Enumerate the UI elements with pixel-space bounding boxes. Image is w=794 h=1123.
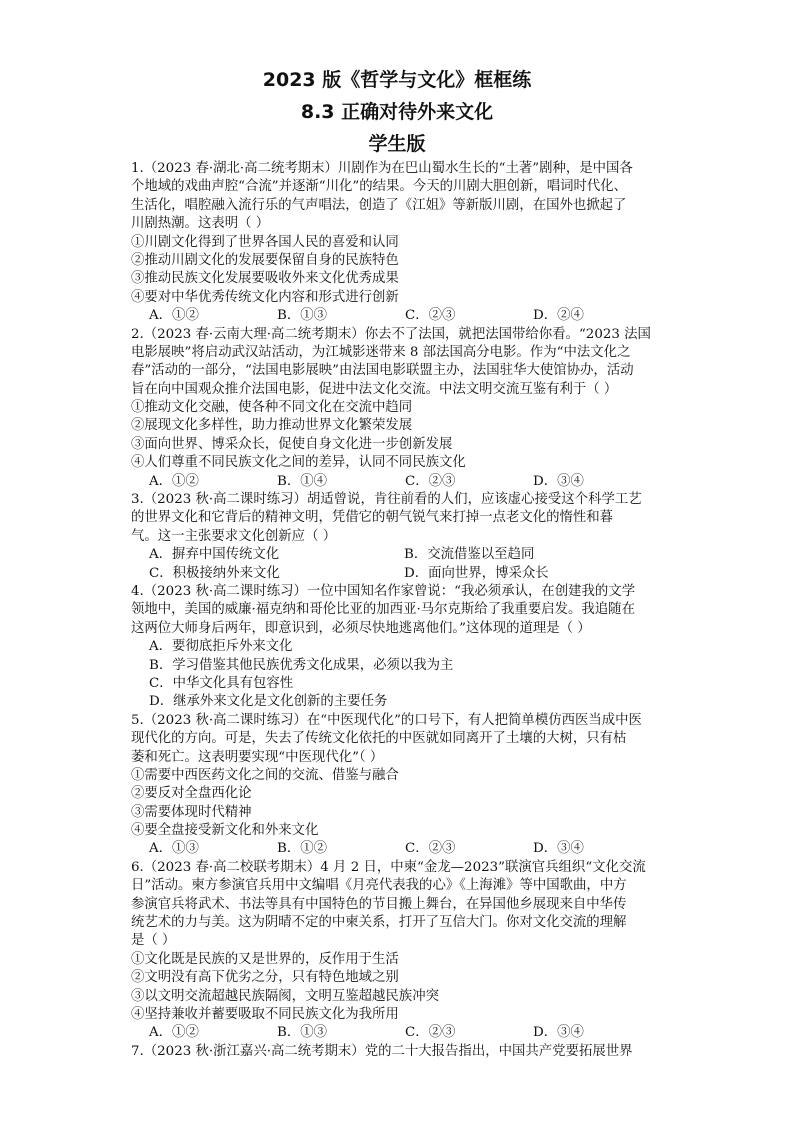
statement-item: ③需要体现时代精神 <box>131 804 252 820</box>
question-stem-line: 现代化的方向。可是，失去了传统文化依托的中医就如同离开了土壤的大树，只有枯 <box>131 731 627 747</box>
statement-item: ③以文明交流超越民族隔阂，文明互鉴超越民族冲突 <box>131 988 439 1004</box>
statement-item: ④要全盘接受新文化和外来文化 <box>131 823 319 839</box>
title-block <box>0 64 794 160</box>
statement-item: ②推动川剧文化的发展要保留自身的民族特色 <box>131 252 399 268</box>
edition-label: 学生版 <box>368 133 426 155</box>
option-d: D．③④ <box>533 841 584 857</box>
question-stem-line: 是（ ） <box>131 933 176 949</box>
question-stem-line: 7.（2023 秋·浙江嘉兴·高二统考期末）党的二十大报告指出，中国共产党要拓展世界 <box>131 1043 633 1059</box>
question-stem-line: 川剧热潮。这表明（ ） <box>131 216 270 232</box>
question-stem-line: 参演官兵将武术、书法等具有中国特色的节目搬上舞台，在异国他乡展现来自中华传 <box>131 896 627 912</box>
option-a: A．摒弃中国传统文化 <box>149 547 280 563</box>
question-stem-line: 萎和死亡。这表明要实现“中医现代化”（ ） <box>131 749 384 765</box>
option-c: C．②③ <box>405 1025 456 1041</box>
question-list <box>131 160 663 1061</box>
option-c: C．中华文化具有包容性 <box>149 675 294 691</box>
option-b: B．①③ <box>277 308 328 324</box>
lesson-title: 8.3 正确对待外来文化 <box>300 101 494 123</box>
option-b: B．①④ <box>277 473 328 489</box>
statement-item: ④坚持兼收并蓄要吸取不同民族文化为我所用 <box>131 1006 399 1022</box>
statement-item: ①川剧文化得到了世界各国人民的喜爱和认同 <box>131 234 399 250</box>
option-b: B．①② <box>277 841 328 857</box>
statement-item: ③推动民族文化发展要吸收外来文化优秀成果 <box>131 271 399 287</box>
option-a: A．①③ <box>149 841 199 857</box>
option-d: D．③④ <box>533 1025 584 1041</box>
statement-item: ①推动文化交融，使各种不同文化在交流中趋同 <box>131 400 413 416</box>
question-stem-line: 电影展映”将启动武汉站活动，为江城影迷带来 8 部法国高分电影。作为“中法文化之 <box>131 344 631 360</box>
option-d: D．继承外来文化是文化创新的主要任务 <box>149 694 388 710</box>
option-c: C．②③ <box>405 841 456 857</box>
option-a: A．①② <box>149 308 199 324</box>
option-b: B．交流借鉴以至趋同 <box>404 547 535 563</box>
document-title: 2023 版《哲学与文化》框框练 <box>262 69 532 91</box>
question-stem-line: 旨在向中国观众推介法国电影，促进中法文化交流。中法文明交流互鉴有利于（ ） <box>131 381 618 397</box>
option-b: B．①③ <box>277 1025 328 1041</box>
question-stem-line: 个地域的戏曲声腔“合流”并逐渐“川化”的结果。今天的川剧大胆创新，唱词时代化、 <box>131 179 628 195</box>
statement-item: ②展现文化多样性，助力推动世界文化繁荣发展 <box>131 418 413 434</box>
statement-item: ③面向世界、博采众长，促使自身文化进一步创新发展 <box>131 436 453 452</box>
question-stem-line: 统艺术的力与美。这为阴晴不定的中柬关系，打开了互信大门。你对文化交流的理解 <box>131 915 627 931</box>
answer-options <box>131 565 663 583</box>
answer-options <box>131 307 663 325</box>
question-stem-line: 的世界文化和它背后的精神文明，凭借它的朝气锐气来打掉一点老文化的惰性和暮 <box>131 510 614 526</box>
question-stem-line: 1.（2023 春·湖北·高二统考期末）川剧作为在巴山蜀水生长的“土著”剧种，是中国各 <box>131 161 633 176</box>
option-a: A．①② <box>149 1025 199 1041</box>
option-a: A．要彻底拒斥外来文化 <box>149 639 293 655</box>
option-c: C．②③ <box>405 473 456 489</box>
question-stem-line: 3.（2023 秋·高二课时练习）胡适曾说，肯往前看的人们，应该虚心接受这个科学工艺 <box>131 492 642 508</box>
statement-item: ④人们尊重不同民族文化之间的差异，认同不同民族文化 <box>131 455 466 471</box>
question-stem-line: 这两位大师身后两年，即意识到，必须尽快地逃离他们。”这体现的道理是（ ） <box>131 620 591 636</box>
option-c: C．②③ <box>405 308 456 324</box>
option-d: D．③④ <box>533 473 584 489</box>
question-stem-line: 领地中，美国的威廉·福克纳和哥伦比亚的加西亚·马尔克斯给了我重要启发。我追随在 <box>131 602 635 618</box>
question-stem-line: 日”活动。柬方参演官兵用中文编唱《月亮代表我的心》《上海滩》等中国歌曲，中方 <box>131 878 627 894</box>
question-stem-line: 2.（2023 春·云南大理·高二统考期末）你去不了法国，就把法国带给你看。“2023 法国 <box>131 326 651 342</box>
option-b: B．学习借鉴其他民族优秀文化成果，必须以我为主 <box>149 657 454 673</box>
question-5 <box>131 712 663 859</box>
answer-options <box>131 546 663 564</box>
question-stem-line: 5.（2023 秋·高二课时练习）在“中医现代化”的口号下，有人把简单模仿西医当成中医 <box>131 712 642 728</box>
question-6 <box>131 859 663 1043</box>
question-2 <box>131 326 663 492</box>
option-c: C．积极接纳外来文化 <box>149 565 280 581</box>
question-stem-line: 6.（2023 春·高二校联考期末）4 月 2 日，中柬“金龙—2023”联演官兵组织“文化交流 <box>131 859 646 875</box>
option-d: D．面向世界，博采众长 <box>404 565 549 581</box>
answer-options <box>131 840 663 858</box>
statement-item: ①需要中西医药文化之间的交流、借鉴与融合 <box>131 767 399 783</box>
statement-item: ①文化既是民族的又是世界的，反作用于生活 <box>131 951 399 967</box>
option-a: A．①② <box>149 473 199 489</box>
answer-options <box>131 473 663 491</box>
answer-options <box>131 1024 663 1042</box>
question-stem-line: 春”活动的一部分，“法国电影展映”由法国电影联盟主办，法国驻华大使馆协办，活动 <box>131 363 634 379</box>
question-3 <box>131 491 663 583</box>
question-stem-line: 4.（2023 秋·高二课时练习）一位中国知名作家曾说：“我必须承认，在创建我的文学 <box>131 583 636 599</box>
question-stem-line: 生活化，唱腔融入流行乐的气声唱法，创造了《江姐》等新版川剧，在国外也掀起了 <box>131 197 627 213</box>
question-7 <box>131 1043 663 1061</box>
question-1 <box>131 160 663 326</box>
question-stem-line: 气。这一主张要求文化创新应（ ） <box>131 528 337 544</box>
statement-item: ④要对中华优秀传统文化内容和形式进行创新 <box>131 289 399 305</box>
question-4 <box>131 583 663 712</box>
option-d: D．②④ <box>533 308 584 324</box>
statement-item: ②要反对全盘西化论 <box>131 786 252 802</box>
statement-item: ②文明没有高下优劣之分，只有特色地域之别 <box>131 970 399 986</box>
